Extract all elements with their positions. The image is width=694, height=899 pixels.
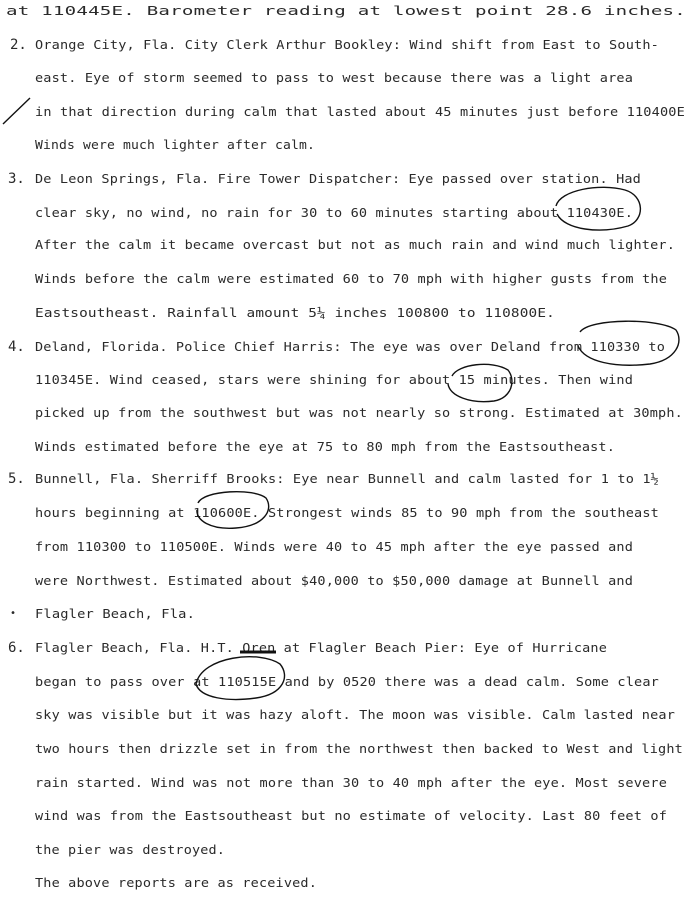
text-line: in that direction during calm that lasted about 45 minutes just before 110400E — [35, 104, 685, 119]
text-line: Eastsoutheast. Rainfall amount 5¼ inches 100800 to 110800E. — [35, 305, 555, 320]
item-number: 2. — [10, 37, 27, 53]
text-line: Orange City, Fla. City Clerk Arthur Bookley: Wind shift from East to South- — [35, 37, 659, 52]
text-line: Winds before the calm were estimated 60 to 70 mph with higher gusts from the — [35, 271, 668, 286]
text-line: After the calm it became overcast but not as much rain and wind much lighter. — [35, 237, 676, 252]
item-number: 6. — [8, 640, 25, 656]
text-line: Flagler Beach, Fla. H.T. Oren at Flagler Beach Pier: Eye of Hurricane — [35, 640, 607, 655]
text-line: rain started. Wind was not more than 30 to 40 mph after the eye. Most severe — [35, 775, 668, 790]
text-line: Winds estimated before the eye at 75 to 80 mph from the Eastsoutheast. — [35, 439, 616, 454]
text-line: hours beginning at 110600E. Strongest winds 85 to 90 mph from the southeast — [35, 505, 659, 520]
item-number: 3. — [8, 171, 25, 187]
text-line: The above reports are as received. — [35, 875, 318, 890]
margin-dot: • — [10, 608, 17, 619]
text-line: De Leon Springs, Fla. Fire Tower Dispatcher: Eye passed over station. Had — [35, 171, 641, 186]
item-number: 4. — [8, 339, 25, 355]
text-line: two hours then drizzle set in from the northwest then backed to West and light — [35, 741, 683, 756]
text-line: Flagler Beach, Fla. — [35, 606, 195, 621]
text-line: Bunnell, Fla. Sherriff Brooks: Eye near Bunnell and calm lasted for 1 to 1½ — [35, 471, 659, 486]
text-line: began to pass over at 110515E and by 0520 there was a dead calm. Some clear — [35, 674, 659, 689]
text-line: sky was visible but it was hazy aloft. The moon was visible. Calm lasted near — [35, 707, 676, 722]
text-line: picked up from the southwest but was not nearly so strong. Estimated at 30mph. — [35, 405, 683, 420]
text-line: the pier was destroyed. — [35, 842, 226, 857]
text-line: Winds were much lighter after calm. — [35, 137, 315, 152]
margin-slash-mark — [3, 98, 30, 124]
text-line: wind was from the Eastsoutheast but no estimate of velocity. Last 80 feet of — [35, 808, 668, 823]
text-line: clear sky, no wind, no rain for 30 to 60 minutes starting about 110430E. — [35, 205, 634, 220]
text-line: 110345E. Wind ceased, stars were shining for about 15 minutes. Then wind — [35, 372, 634, 387]
text-line: Deland, Florida. Police Chief Harris: The eye was over Deland from 110330 to — [35, 339, 666, 354]
text-line: east. Eye of storm seemed to pass to west because there was a light area — [35, 70, 634, 85]
text-line: from 110300 to 110500E. Winds were 40 to 45 mph after the eye passed and — [35, 539, 634, 554]
text-line: were Northwest. Estimated about $40,000 to $50,000 damage at Bunnell and — [35, 573, 634, 588]
text-line: at 110445E. Barometer reading at lowest point 28.6 inches. — [6, 3, 687, 18]
item-number: 5. — [8, 471, 25, 487]
